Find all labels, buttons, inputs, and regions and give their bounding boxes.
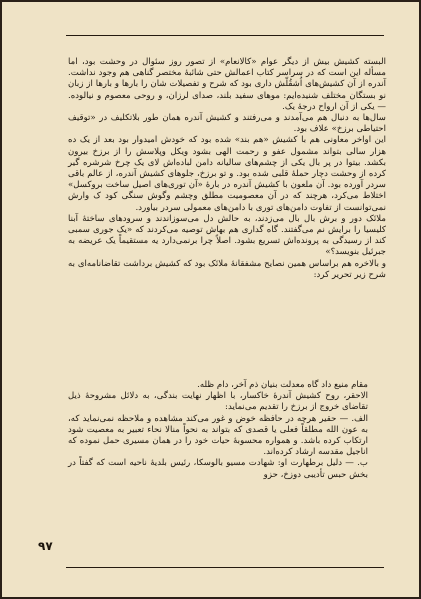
paragraph: این اواخر معاونی هم با کشیش «هم بند» شده بود که خودش امیدوار بود بعد از یک ده هزار سالی بتواند مشمول عفو و رحمت الهی بشود ویکل وپلاسش را از برزخ بیرون بکشد. بیتوا در پر بال یکی از چشم‌های سالیانه دامن لباده‌اش لای یک چرخ شرشره گیر کرده از وحشت دچار حملهٔ قلبی شده بود. و تو برزخ، جلوهای کشیش آندره، از عالم باقی سردر آورده بود. آن ملعون با کشیش آندره در بارهٔ «آن توری‌های اصیل ساخت بروکسل» اختلاط می‌کرد، هرچند که در آن معصومیت مطلق وچشم وگوش سنگی کود ک‌ وارش نمی‌توانست از تفاوت دامن‌های توری با دامن‌های معمولی سردر بیاورد. (68, 135, 386, 213)
paragraph: سال‌ها به دنبال هم می‌آمدند و می‌رفتند و کشیش آندره همان طور بلاتکلیف در «توقیف احتیاطی برزخ» علاف بود. (68, 113, 386, 135)
petition-quote (68, 380, 368, 481)
main-text (68, 57, 386, 281)
quote-line: الاحقر، روح کشیش آندرهٔ خاکسار، با اظهار نهایت بندگی، به دلائل مشروحهٔ ذیل تقاضای خروج از برزخ را تقدیم می‌نماید: (68, 391, 368, 413)
page-number: ۹۷ (38, 539, 53, 553)
bottom-rule (66, 567, 384, 568)
top-rule (66, 35, 384, 36)
quote-line: مقام منیع داد گاه معدلت بنیان ذم آخر، دام ظله. (197, 380, 368, 390)
paragraph: و بالاخره هم براساس همین نصایح مشفقانهٔ ملائک بود که کشیش برداشت تقاضانامه‌ای به شرح زیر تحریر کرد: (68, 258, 386, 280)
quote-line: الف. — حقیر هرچه در حافظه خوض و غور می‌کند مشاهده و ملاحظه نمی‌نماید که، به عون الله مطلقاً فعلی یا قصدی که بتواند به نحواً منالا نحاء تعبیر به معصیت شود ارتکاب کرده باشد. و همواره محسوبهٔ حیات خود را در همان مسیری حمل نموده که اناجیل مقدسه ارشاد کرده‌اند. (68, 413, 368, 458)
paragraph: البسته کشیش بیش از دیگر عوام «کالانعام» از تصور روز سئوال در وحشت بود، اما مسأله این است که در سراسر کتاب اعمالش حتی شائبهٔ مختصر گناهی هم وجود نداشت. آندره از آن کشیش‌های اُشقُلّش داری بود که شرح و تفصیلات شان را بارها و بارها از زبان نو بستگان مختلف شنیده‌ایم: موهای سفید بلند، صدای لرزان، و روحی معصوم و نیالوده. — یکی از آن ارواح درجهٔ یک. (68, 57, 386, 112)
quote-line: ب. — دلیل برطهارت او: شهادت مسیو بالوسکا، رئیس بلدیهٔ ناحیه است که گفتاً در بخش حبس تأدیبی دوزخ، حزو (68, 458, 368, 480)
paragraph: ملائک دور و برش بال بال می‌زدند، به حالش دل می‌سوزاندند و سرودهای ساختهٔ آبنا کلیسیا را برایش نم می‌گفتند. گاه گداری هم بهاش توصیه می‌کردند که «یک جوری سمبی کند از رسیدگی به پرونده‌اش تسریع بشود. اصلاً چرا برنمی‌دارد یه مستقیماً یک عریضه به جبرئیل بنویسد؟» (68, 213, 386, 258)
